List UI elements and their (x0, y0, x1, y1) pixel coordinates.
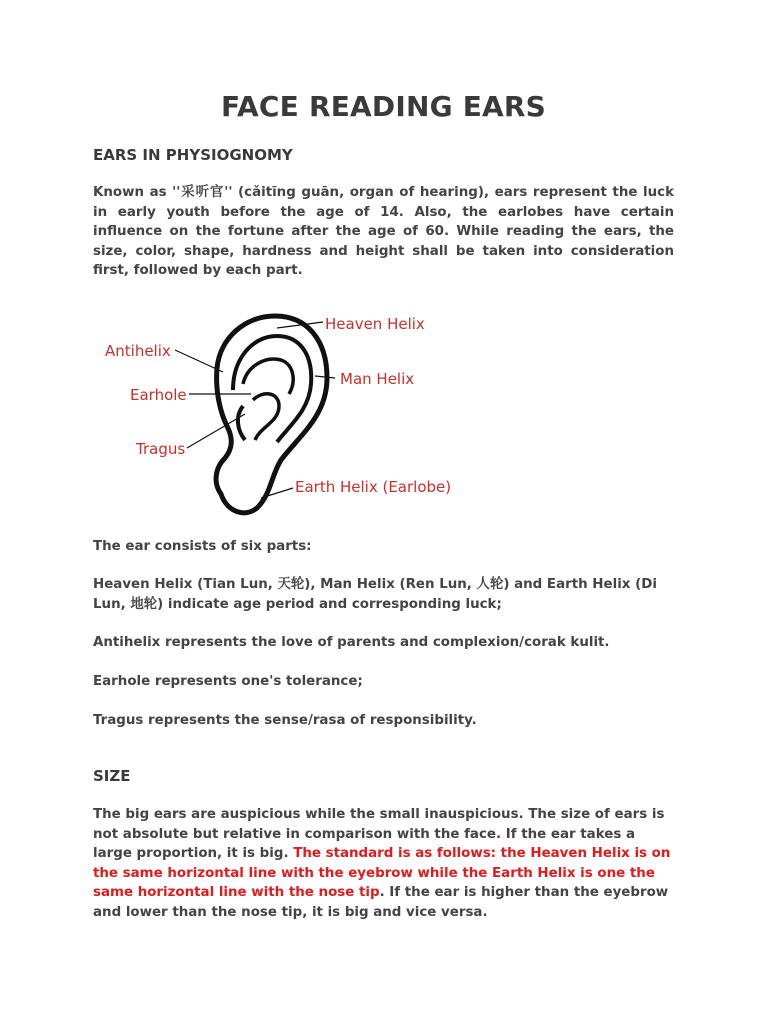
section-heading-ears-in-physiognomy: EARS IN PHYSIOGNOMY (93, 146, 293, 164)
page-title: FACE READING EARS (220, 90, 547, 123)
label-tragus: Tragus (136, 440, 186, 458)
label-heaven-helix: Heaven Helix (325, 315, 425, 333)
label-antihelix: Antihelix (105, 342, 171, 360)
label-earhole: Earhole (130, 386, 187, 404)
parts-helix: Heaven Helix (Tian Lun, 天轮), Man Helix (Ren Lun, 人轮) and Earth Helix (Di Lun, 地轮) indicate age period and corresponding luck; (93, 577, 657, 612)
parts-earhole: Earhole represents one's tolerance; (93, 674, 363, 689)
ear-diagram (93, 298, 463, 536)
intro-paragraph: Known as ''采听官'' (cǎitīng guān, organ of hearing), ears represent the luck in early youth before the age of 14. Also, the earlobes have certain influence on the fortune after the age of 60. While reading the ears, the size, color, shape, hardness and height shall be taken into consideration first, followed by each part. (93, 185, 674, 278)
label-earth-helix: Earth Helix (Earlobe) (295, 478, 452, 496)
size-text-before: The big ears are auspicious while the small inauspicious. The size of ears is not absolute but relative in comparison with the face. If the ear takes a large proportion, it is big. (93, 807, 665, 861)
parts-intro: The ear consists of six parts: (93, 539, 312, 554)
parts-antihelix: Antihelix represents the love of parents and complexion/corak kulit. (93, 635, 610, 650)
section-heading-size: SIZE (93, 767, 131, 785)
label-man-helix: Man Helix (340, 370, 415, 388)
size-paragraph (93, 805, 674, 922)
size-text-highlight: The standard is as follows: the Heaven Helix is on the same horizontal line with the eyebrow while the Earth Helix is one the same horizontal line with the nose tip (93, 846, 671, 900)
parts-tragus: Tragus represents the sense/rasa of responsibility. (93, 713, 477, 728)
size-text-after: . If the ear is higher than the eyebrow and lower than the nose tip, it is big and vice versa. (93, 885, 669, 920)
